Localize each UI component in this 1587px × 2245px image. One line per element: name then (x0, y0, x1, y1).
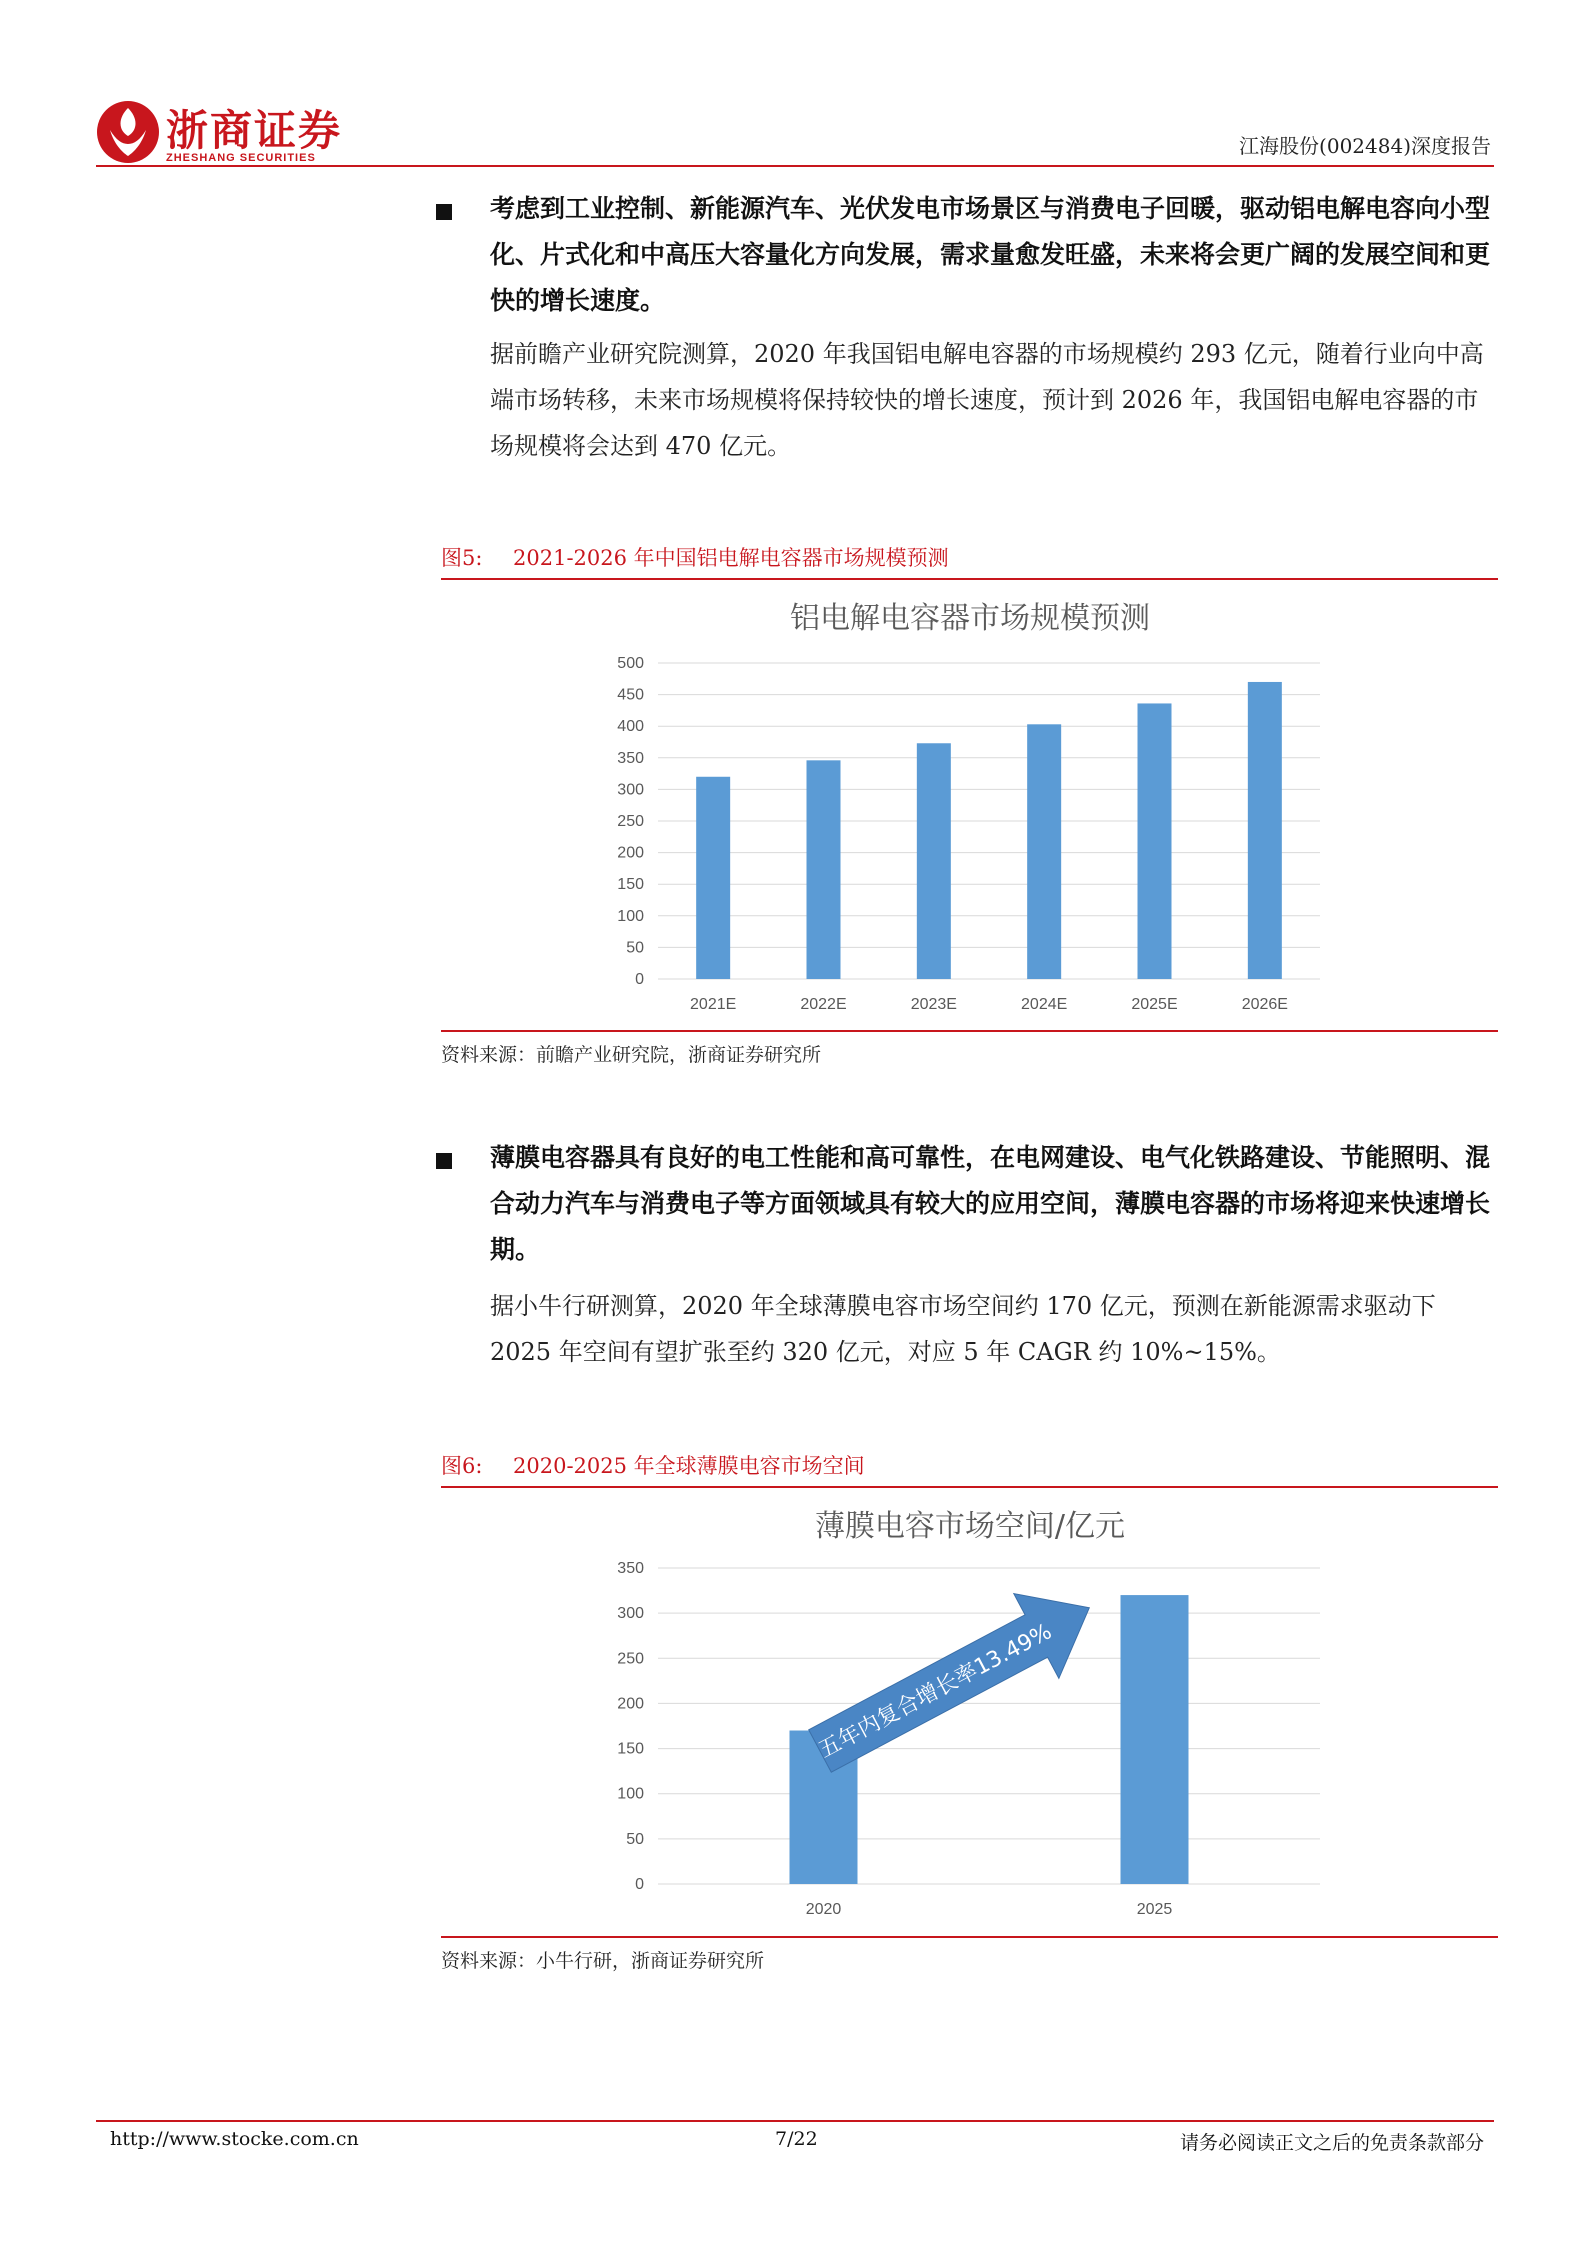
y-tick-label: 300 (617, 1605, 644, 1623)
chart-title: 薄膜电容市场空间/亿元 (814, 1509, 1126, 1544)
figure5-bottom-rule (441, 1030, 1498, 1032)
page-number: 7/22 (775, 2128, 818, 2150)
logo-mark (96, 100, 160, 164)
figure6-caption (441, 1450, 865, 1480)
y-tick-label: 200 (617, 844, 644, 862)
figure6-number: 图6: (441, 1454, 483, 1478)
bullet-square-icon (436, 1153, 452, 1169)
x-tick-label: 2023E (910, 996, 957, 1013)
bullet-square-icon (436, 204, 452, 220)
growth-arrow (797, 1565, 1111, 1793)
figure6-source: 资料来源：小牛行研，浙商证券研究所 (441, 1950, 765, 1972)
x-tick-label: 2022E (800, 996, 847, 1013)
x-tick-label: 2020 (805, 1901, 842, 1918)
figure5-source: 资料来源：前瞻产业研究院，浙商证券研究所 (441, 1044, 822, 1066)
y-tick-label: 50 (626, 1830, 644, 1848)
y-tick-label: 150 (617, 1740, 644, 1758)
header-divider (96, 165, 1494, 167)
x-tick-label: 2025 (1136, 1901, 1173, 1918)
figure6-title: 2020-2025 年全球薄膜电容市场空间 (513, 1454, 865, 1478)
footer-divider (96, 2120, 1494, 2122)
section2-body: 据小牛行研测算，2020 年全球薄膜电容市场空间约 170 亿元，预测在新能源需求驱动下 2025 年空间有望扩张至约 320 亿元，对应 5 年 CAGR 约 10%~15%。 (490, 1292, 1436, 1366)
chart-title: 铝电解电容器市场规模预测 (790, 601, 1150, 636)
y-tick-label: 0 (635, 1876, 644, 1893)
bar (1248, 682, 1282, 979)
figure5-chart (580, 588, 1340, 1028)
figure6-bottom-rule (441, 1936, 1498, 1938)
y-tick-label: 250 (617, 813, 644, 830)
y-tick-label: 500 (617, 655, 644, 672)
bar (1138, 703, 1172, 979)
logo-text: 浙商证券 (166, 106, 343, 155)
bar (1027, 724, 1061, 979)
y-tick-label: 350 (617, 1560, 644, 1577)
logo-subtext: ZHESHANG SECURITIES (166, 152, 316, 164)
y-tick-label: 300 (617, 781, 644, 799)
figure5-title: 2021-2026 年中国铝电解电容器市场规模预测 (513, 546, 949, 570)
y-tick-label: 0 (635, 971, 644, 988)
bar (807, 760, 841, 979)
y-tick-label: 100 (617, 907, 644, 925)
y-tick-label: 200 (617, 1695, 644, 1713)
section1-highlight: 考虑到工业控制、新能源汽车、光伏发电市场景区与消费电子回暖，驱动铝电解电容向小型化、片式化和中高压大容量化方向发展，需求量愈发旺盛，未来将会更广阔的发展空间和更快的增长速度。 (490, 194, 1491, 315)
y-tick-label: 400 (617, 718, 644, 736)
y-tick-label: 50 (626, 939, 644, 957)
x-tick-label: 2021E (690, 996, 737, 1013)
figure5-number: 图5: (441, 546, 483, 570)
section2-highlight: 薄膜电容器具有良好的电工性能和高可靠性，在电网建设、电气化铁路建设、节能照明、混合动力汽车与消费电子等方面领域具有较大的应用空间，薄膜电容器的市场将迎来快速增长期。 (490, 1143, 1491, 1264)
section1-body: 据前瞻产业研究院测算，2020 年我国铝电解电容器的市场规模约 293 亿元，随着行业向中高端市场转移，未来市场规模将保持较快的增长速度，预计到 2026 年，我国铝电解电容器的市场规模将会达到 470 亿元。 (490, 340, 1484, 460)
bar (917, 743, 951, 979)
y-tick-label: 450 (617, 686, 644, 704)
y-tick-label: 250 (617, 1650, 644, 1668)
y-tick-label: 350 (617, 749, 644, 767)
x-tick-label: 2025E (1131, 996, 1178, 1013)
figure5-caption (441, 542, 949, 572)
y-tick-label: 150 (617, 876, 644, 894)
bar (1121, 1595, 1189, 1884)
figure5-top-rule (441, 578, 1498, 580)
footer-disclaimer: 请务必阅读正文之后的免责条款部分 (1179, 2132, 1484, 2154)
x-tick-label: 2026E (1241, 996, 1288, 1013)
growth-arrow-label: 五年内复合增长率13.49% (814, 1619, 1057, 1764)
figure6-top-rule (441, 1486, 1498, 1488)
y-tick-label: 100 (617, 1785, 644, 1803)
x-tick-label: 2024E (1021, 996, 1068, 1013)
figure6-chart (580, 1496, 1340, 1936)
bar (696, 777, 730, 979)
report-title: 江海股份(002484)深度报告 (1239, 134, 1491, 158)
footer-url-link[interactable]: http://www.stocke.com.cn (110, 2128, 359, 2150)
